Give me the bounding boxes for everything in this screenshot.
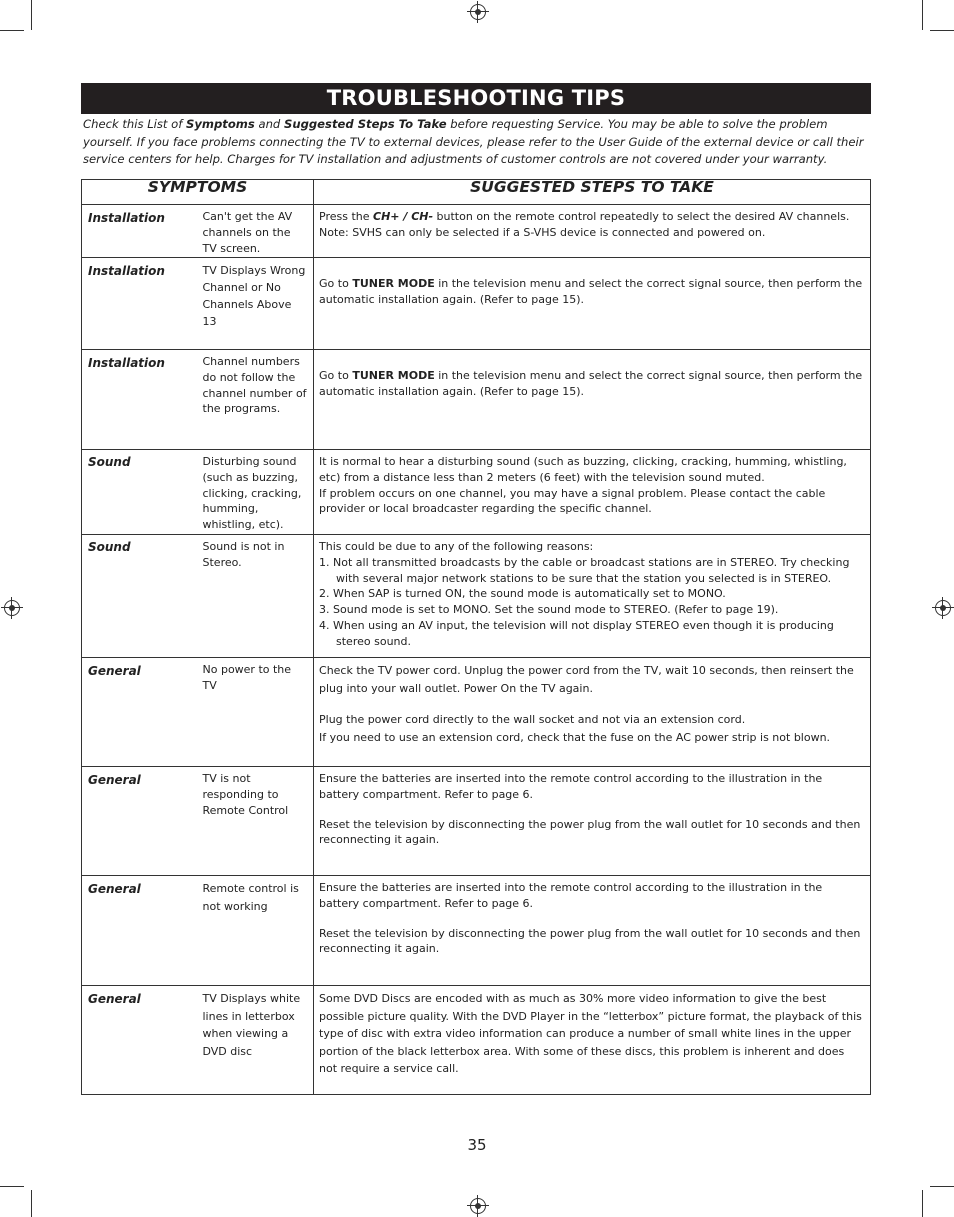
registration-mark-icon (470, 4, 486, 20)
steps-text: in the television menu and select the correct signal source, then perform the automatic installation again. (Refer to page 15). (319, 277, 863, 306)
table-header-row (82, 180, 871, 205)
steps-bold-text: TUNER MODE (352, 277, 435, 290)
row-symptom: TV Displays Wrong Channel or No Channels Above 13 (197, 258, 314, 350)
intro-paragraph (83, 116, 873, 169)
row-steps (314, 986, 871, 1095)
row-steps (314, 535, 871, 658)
steps-list-item: 1. Not all transmitted broadcasts by the cable or broadcast stations are in STEREO. Try checking with several major network stations to be sure that the station you selected is in STEREO. (319, 555, 850, 585)
table-row (82, 350, 871, 450)
crop-mark (930, 1186, 954, 1187)
registration-mark-icon (470, 1198, 486, 1214)
row-category: Installation (82, 350, 197, 450)
row-category: Sound (82, 535, 197, 658)
steps-text: If you need to use an extension cord, check that the fuse on the AC power strip is not blown. (319, 730, 831, 744)
row-category: General (82, 767, 197, 876)
steps-list-item: 4. When using an AV input, the television will not display STEREO even though it is producing stereo sound. (319, 618, 834, 648)
row-symptom: No power to the TV (197, 658, 314, 767)
steps-text: Press the (319, 210, 374, 223)
intro-symptoms-word: Symptoms (186, 117, 255, 131)
steps-text: Check the TV power cord. Unplug the power cord from the TV, wait 10 seconds, then reinsert the plug into your wall outlet. Power On the TV again. (319, 664, 854, 695)
row-symptom: Channel numbers do not follow the channel number of the programs. (197, 350, 314, 450)
table-row (82, 767, 871, 876)
table-row (82, 258, 871, 350)
steps-text: button on the remote control repeatedly to select the desired AV channels. (433, 210, 850, 223)
table-row (82, 205, 871, 258)
row-steps (314, 876, 871, 986)
row-steps (314, 350, 871, 450)
steps-text: Reset the television by disconnecting the power plug from the wall outlet for 10 seconds and then reconnecting it again. (319, 926, 861, 956)
crop-mark (0, 30, 24, 31)
steps-text: If problem occurs on one channel, you may have a signal problem. Please contact the cable provider or local broadcaster regarding the specific channel. (319, 486, 826, 516)
steps-text: Reset the television by disconnecting the power plug from the wall outlet for 10 seconds and then reconnecting it again. (319, 817, 861, 847)
crop-mark (930, 30, 954, 31)
steps-text: Note: SVHS can only be selected if a S-VHS device is connected and powered on. (319, 225, 766, 239)
row-symptom: TV is not responding to Remote Control (197, 767, 314, 876)
registration-mark-icon (4, 600, 20, 616)
row-category: General (82, 658, 197, 767)
row-symptom: Can't get the AV channels on the TV screen. (197, 205, 314, 258)
row-steps (314, 450, 871, 535)
title-bar (81, 83, 871, 114)
page-number: 35 (467, 1136, 487, 1154)
intro-text: Check this List of (83, 117, 187, 131)
row-symptom: TV Displays white lines in letterbox when viewing a DVD disc (197, 986, 314, 1095)
steps-list-item: 3. Sound mode is set to MONO. Set the sound mode to STEREO. (Refer to page 19). (319, 603, 779, 617)
table-row (82, 658, 871, 767)
steps-text: This could be due to any of the following reasons: (319, 540, 594, 553)
crop-mark (31, 0, 32, 30)
row-symptom: Remote control is not working (197, 876, 314, 986)
table-row (82, 876, 871, 986)
page-title: TROUBLESHOOTING TIPS (326, 86, 626, 110)
intro-steps-word: Suggested Steps To Take (283, 117, 447, 131)
row-steps (314, 658, 871, 767)
steps-text: Some DVD Discs are encoded with as much as 30% more video information to give the best possible picture quality. With the DVD Player in the “letterbox” picture format, the playback of this type of disc with extra video information can produce a number of small white lines in the upper portion of the black letterbox area. With some of these discs, this problem is inherent and does not require a service call. (319, 992, 862, 1075)
steps-text: in the television menu and select the correct signal source, then perform the automatic installation again. (Refer to page 15). (319, 369, 863, 398)
steps-text: Ensure the batteries are inserted into the remote control according to the illustration in the battery compartment. Refer to page 6. (319, 881, 823, 910)
steps-text: It is normal to hear a disturbing sound (such as buzzing, clicking, cracking, humming, whistling, etc) from a distance less than 2 meters (6 feet) with the television sound muted. (319, 455, 847, 484)
steps-header: SUGGESTED STEPS TO TAKE (314, 180, 871, 205)
crop-mark (922, 0, 923, 30)
steps-text: Ensure the batteries are inserted into the remote control according to the illustration in the battery compartment. Refer to page 6. (319, 772, 823, 801)
steps-text: Go to (319, 277, 353, 290)
row-category: Installation (82, 205, 197, 258)
table-row (82, 450, 871, 535)
intro-text: before requesting Service. You may be able to solve the problem yourself. If you face problems connecting the TV to external devices, please refer to the User Guide of the external device or call their service centers for help. Charges for TV installation and adjustments of customer controls are not covered under your warranty. (83, 117, 864, 166)
crop-mark (31, 1190, 32, 1217)
steps-text: Go to (319, 369, 353, 382)
table-row (82, 986, 871, 1095)
row-category: Installation (82, 258, 197, 350)
crop-mark (0, 1186, 24, 1187)
table-row (82, 535, 871, 658)
crop-mark (922, 1190, 923, 1217)
row-symptom: Disturbing sound (such as buzzing, clicking, cracking, humming, whistling, etc). (197, 450, 314, 535)
registration-mark-icon (935, 600, 951, 616)
steps-bold-text: TUNER MODE (352, 369, 435, 382)
row-steps (314, 205, 871, 258)
row-category: General (82, 876, 197, 986)
intro-text: and (254, 117, 284, 131)
steps-text: Plug the power cord directly to the wall socket and not via an extension cord. (319, 713, 746, 726)
row-symptom: Sound is not in Stereo. (197, 535, 314, 658)
troubleshooting-table (81, 179, 871, 1095)
row-steps (314, 258, 871, 350)
steps-list-item: 2. When SAP is turned ON, the sound mode is automatically set to MONO. (319, 587, 726, 601)
symptoms-header: SYMPTOMS (82, 180, 314, 205)
row-category: General (82, 986, 197, 1095)
row-steps (314, 767, 871, 876)
row-category: Sound (82, 450, 197, 535)
steps-bold-text: CH+ / CH- (373, 210, 434, 223)
